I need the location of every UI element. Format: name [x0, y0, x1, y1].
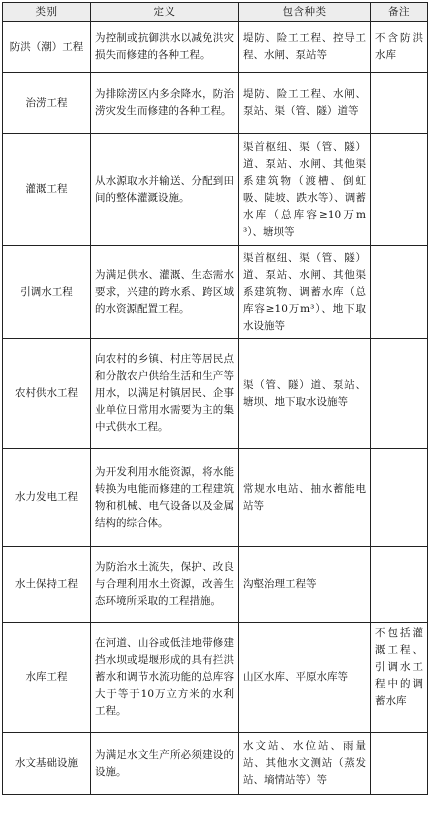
cell-definition: 为防治水土流失，保护、改良与合理利用水土资源，改善生态环境所采取的工程措施。: [91, 547, 239, 623]
cell-definition: 为开发利用水能资源，将水能转换为电能而修建的工程建筑物和机械、电气设备以及金属结构的综合体。: [91, 449, 239, 547]
cell-note: [371, 134, 428, 246]
cell-category: 治涝工程: [3, 73, 91, 134]
header-category: 类别: [3, 3, 91, 22]
cell-definition: 为满足供水、灌溉、生态需水要求，兴建的跨水系、跨区域的水资源配置工程。: [91, 246, 239, 339]
header-includes: 包含种类: [239, 3, 371, 22]
cell-definition: 从水源取水并输送、分配到田间的整体灌溉设施。: [91, 134, 239, 246]
cell-note: 不包括灌溉工程、引调水工程中的调蓄水库: [371, 623, 428, 733]
cell-includes: 山区水库、平原水库等: [239, 623, 371, 733]
cell-category: 水土保持工程: [3, 547, 91, 623]
cell-definition: 为控制或抗御洪水以减免洪灾损失而修建的各种工程。: [91, 22, 239, 73]
cell-definition: 在河道、山谷或低洼地带修建挡水坝或堤堰形成的具有拦洪蓄水和调节水流功能的总库容大于等于10万立方米的水利工程。: [91, 623, 239, 733]
cell-includes: 常规水电站、抽水蓄能电站等: [239, 449, 371, 547]
cell-includes: 渠首枢纽、渠（管、隧）道、泵站、水闸、其他渠系建筑物、调蓄水库（总库容≥10万m³）、地下取水设施等: [239, 246, 371, 339]
table-row: [3, 339, 428, 449]
cell-category: 灌溉工程: [3, 134, 91, 246]
cell-includes: 渠首枢纽、渠（管、隧）道、泵站、水闸、其他渠系建筑物（渡槽、倒虹吸、陡坡、跌水等）、调蓄水库（总库容≥10万m³）、塘坝等: [239, 134, 371, 246]
table-row: [3, 623, 428, 733]
classification-table-container: [2, 2, 427, 795]
header-note: 备注: [371, 3, 428, 22]
cell-category: 水文基础设施: [3, 733, 91, 795]
cell-definition: 向农村的乡镇、村庄等居民点和分散农户供给生活和生产等用水，以满足村镇居民、企事业单位日常用水需要为主的集中式供水工程。: [91, 339, 239, 449]
table-row: [3, 547, 428, 623]
cell-includes: 堤防、险工工程、水闸、泵站、渠（管、隧）道等: [239, 73, 371, 134]
table-row: [3, 733, 428, 795]
cell-includes: 水文站、水位站、雨量站、其他水文测站（蒸发站、墒情站等）等: [239, 733, 371, 795]
cell-definition: 为满足水文生产所必须建设的设施。: [91, 733, 239, 795]
cell-includes: 堤防、险工工程、控导工程、水闸、泵站等: [239, 22, 371, 73]
cell-note: 不含防洪水库: [371, 22, 428, 73]
table-header-row: [3, 3, 428, 22]
cell-definition: 为排除涝区内多余降水，防治涝灾发生而修建的各种工程。: [91, 73, 239, 134]
project-classification-table: [2, 2, 428, 795]
cell-note: [371, 449, 428, 547]
cell-note: [371, 733, 428, 795]
table-row: [3, 449, 428, 547]
cell-note: [371, 73, 428, 134]
table-row: [3, 246, 428, 339]
header-definition: 定义: [91, 3, 239, 22]
cell-category: 农村供水工程: [3, 339, 91, 449]
cell-category: 防洪（潮）工程: [3, 22, 91, 73]
cell-category: 引调水工程: [3, 246, 91, 339]
cell-note: [371, 547, 428, 623]
table-row: [3, 73, 428, 134]
cell-category: 水力发电工程: [3, 449, 91, 547]
cell-category: 水库工程: [3, 623, 91, 733]
table-row: [3, 134, 428, 246]
cell-note: [371, 339, 428, 449]
cell-note: [371, 246, 428, 339]
cell-includes: 沟壑治理工程等: [239, 547, 371, 623]
table-row: [3, 22, 428, 73]
cell-includes: 渠（管、隧）道、泵站、塘坝、地下取水设施等: [239, 339, 371, 449]
